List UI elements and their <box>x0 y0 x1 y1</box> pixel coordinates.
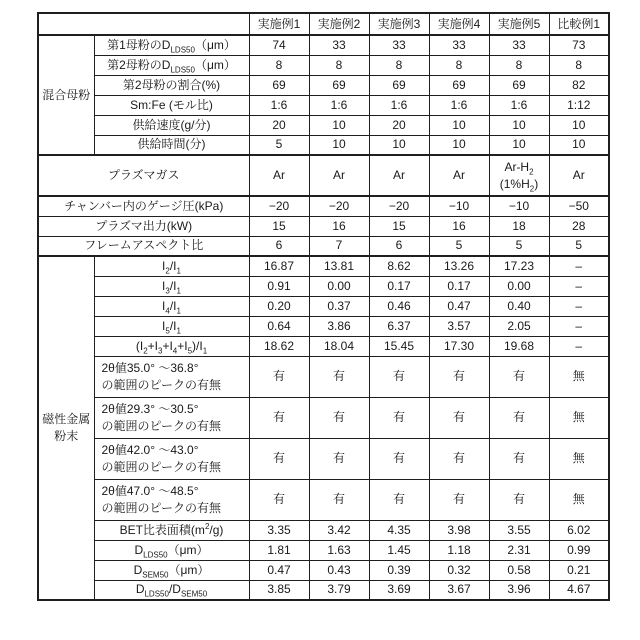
corner-cell <box>38 13 249 35</box>
value-cell: $Ar-H_2$ $(1\%H_2)$ <box>489 155 549 196</box>
table-row <box>38 35 609 55</box>
value-cell: 69 <box>369 75 429 95</box>
value-cell: 10 <box>489 115 549 135</box>
table-row <box>38 296 609 316</box>
experiment-results-table <box>37 12 610 601</box>
value-cell: 0.43 <box>309 560 369 580</box>
value-cell: Ar <box>249 155 309 196</box>
table-row <box>38 316 609 336</box>
value-cell: 有 <box>429 356 489 397</box>
value-cell: – <box>549 316 609 336</box>
table-row <box>38 560 609 580</box>
row-label: $I_5/I_1$ <box>94 316 249 336</box>
value-cell: 有 <box>429 438 489 479</box>
value-cell: 2.05 <box>489 316 549 336</box>
value-cell: 1:6 <box>429 95 489 115</box>
value-cell: 有 <box>489 356 549 397</box>
value-cell: 有 <box>369 397 429 438</box>
value-cell: 0.17 <box>369 276 429 296</box>
value-cell: 18.62 <box>249 336 309 356</box>
value-cell: 有 <box>309 479 369 520</box>
table-row <box>38 216 609 236</box>
row-label: Sm:Fe (モル比) <box>94 95 249 115</box>
value-cell: 2.31 <box>489 540 549 560</box>
value-cell: 3.67 <box>429 580 489 600</box>
value-cell: −50 <box>549 196 609 216</box>
value-cell: 8.62 <box>369 256 429 276</box>
value-cell: 1:6 <box>369 95 429 115</box>
value-cell: 0.64 <box>249 316 309 336</box>
row-label: 2θ値42.0° ～43.0° の範囲のピークの有無 <box>94 438 249 479</box>
value-cell: 有 <box>309 397 369 438</box>
table-row <box>38 356 609 397</box>
header-row <box>38 13 609 35</box>
group-cell: 磁性金属 粉末 <box>38 256 94 600</box>
table-row <box>38 236 609 256</box>
row-label: 2θ値47.0° ～48.5° の範囲のピークの有無 <box>94 479 249 520</box>
value-cell: 有 <box>489 479 549 520</box>
value-cell: 10 <box>309 135 369 155</box>
value-cell: 0.32 <box>429 560 489 580</box>
value-cell: 有 <box>489 438 549 479</box>
value-cell: 15 <box>369 216 429 236</box>
value-cell: 18.04 <box>309 336 369 356</box>
value-cell: 3.85 <box>249 580 309 600</box>
value-cell: 15 <box>249 216 309 236</box>
value-cell: 74 <box>249 35 309 55</box>
value-cell: 16 <box>429 216 489 236</box>
row-label: $D_{LDS50}(\mu m)$ <box>94 540 249 560</box>
value-cell: – <box>549 256 609 276</box>
value-cell: 無 <box>549 479 609 520</box>
value-cell: – <box>549 296 609 316</box>
row-label: 2θ値29.3° ～30.5° の範囲のピークの有無 <box>94 397 249 438</box>
value-cell: 3.57 <box>429 316 489 336</box>
value-cell: 5 <box>549 236 609 256</box>
table-row <box>38 55 609 75</box>
value-cell: 無 <box>549 438 609 479</box>
value-cell: 13.26 <box>429 256 489 276</box>
value-cell: 8 <box>429 55 489 75</box>
table-row <box>38 479 609 520</box>
value-cell: 3.79 <box>309 580 369 600</box>
value-cell: 1.45 <box>369 540 429 560</box>
value-cell: 0.47 <box>249 560 309 580</box>
value-cell: 16 <box>309 216 369 236</box>
value-cell: 有 <box>249 479 309 520</box>
value-cell: 10 <box>309 115 369 135</box>
value-cell: 0.37 <box>309 296 369 316</box>
value-cell: 1:12 <box>549 95 609 115</box>
value-cell: 69 <box>249 75 309 95</box>
value-cell: 16.87 <box>249 256 309 276</box>
value-cell: 0.40 <box>489 296 549 316</box>
row-label: BET比表面積$(m^2/g)$ <box>94 520 249 540</box>
value-cell: 有 <box>489 397 549 438</box>
table-row <box>38 397 609 438</box>
value-cell: 6.37 <box>369 316 429 336</box>
value-cell: 0.21 <box>549 560 609 580</box>
table-row <box>38 155 609 196</box>
value-cell: 20 <box>369 115 429 135</box>
value-cell: 1.18 <box>429 540 489 560</box>
row-label: 第1母粉の$D_{LDS50}(\mu m)$ <box>94 35 249 55</box>
row-label: $D_{SEM50}(\mu m)$ <box>94 560 249 580</box>
value-cell: 10 <box>489 135 549 155</box>
value-cell: 0.99 <box>549 540 609 560</box>
group-cell: 混合母粉 <box>38 35 94 155</box>
column-header-example5: 実施例5 <box>489 13 549 35</box>
value-cell: 4.67 <box>549 580 609 600</box>
row-label: 2θ値35.0° ～36.8° の範囲のピークの有無 <box>94 356 249 397</box>
value-cell: 3.69 <box>369 580 429 600</box>
column-header-example1: 実施例1 <box>249 13 309 35</box>
value-cell: 0.91 <box>249 276 309 296</box>
table-row <box>38 540 609 560</box>
value-cell: 5 <box>489 236 549 256</box>
value-cell: 0.17 <box>429 276 489 296</box>
table-row <box>38 115 609 135</box>
value-cell: 73 <box>549 35 609 55</box>
value-cell: −20 <box>249 196 309 216</box>
value-cell: 8 <box>309 55 369 75</box>
value-cell: 8 <box>369 55 429 75</box>
value-cell: 3.96 <box>489 580 549 600</box>
value-cell: 0.46 <box>369 296 429 316</box>
table-row <box>38 336 609 356</box>
column-header-comparative1: 比較例1 <box>549 13 609 35</box>
value-cell: 有 <box>249 397 309 438</box>
value-cell: 18 <box>489 216 549 236</box>
value-cell: 有 <box>309 356 369 397</box>
value-cell: 0.20 <box>249 296 309 316</box>
value-cell: 3.42 <box>309 520 369 540</box>
value-cell: 無 <box>549 397 609 438</box>
row-label: チャンバー内のゲージ圧(kPa) <box>38 196 249 216</box>
value-cell: 20 <box>249 115 309 135</box>
value-cell: 82 <box>549 75 609 95</box>
table-row <box>38 75 609 95</box>
value-cell: 4.35 <box>369 520 429 540</box>
row-label: プラズマガス <box>38 155 249 196</box>
row-label: 供給時間(分) <box>94 135 249 155</box>
value-cell: 8 <box>549 55 609 75</box>
value-cell: Ar <box>309 155 369 196</box>
row-label: $I_2/I_1$ <box>94 256 249 276</box>
table-row <box>38 520 609 540</box>
value-cell: 有 <box>429 397 489 438</box>
value-cell: 5 <box>249 135 309 155</box>
value-cell: 6.02 <box>549 520 609 540</box>
table-row <box>38 276 609 296</box>
value-cell: 7 <box>309 236 369 256</box>
value-cell: 10 <box>429 115 489 135</box>
row-label: 供給速度(g/分) <box>94 115 249 135</box>
value-cell: 3.35 <box>249 520 309 540</box>
value-cell: 15.45 <box>369 336 429 356</box>
table-row <box>38 135 609 155</box>
value-cell: 5 <box>429 236 489 256</box>
row-label: フレームアスペクト比 <box>38 236 249 256</box>
value-cell: 6 <box>249 236 309 256</box>
row-label: $I_4/I_1$ <box>94 296 249 316</box>
column-header-example2: 実施例2 <box>309 13 369 35</box>
value-cell: 28 <box>549 216 609 236</box>
table-body <box>38 35 609 600</box>
value-cell: 0.47 <box>429 296 489 316</box>
value-cell: – <box>549 336 609 356</box>
value-cell: 33 <box>429 35 489 55</box>
value-cell: Ar <box>429 155 489 196</box>
value-cell: 33 <box>309 35 369 55</box>
value-cell: Ar <box>369 155 429 196</box>
value-cell: 3.86 <box>309 316 369 336</box>
value-cell: −20 <box>369 196 429 216</box>
row-label: 第2母粉の$D_{LDS50}(\mu m)$ <box>94 55 249 75</box>
value-cell: 1:6 <box>309 95 369 115</box>
value-cell: 33 <box>369 35 429 55</box>
value-cell: 有 <box>249 438 309 479</box>
value-cell: 8 <box>249 55 309 75</box>
value-cell: 10 <box>429 135 489 155</box>
value-cell: 0.39 <box>369 560 429 580</box>
value-cell: 10 <box>369 135 429 155</box>
value-cell: 無 <box>549 356 609 397</box>
table-row <box>38 196 609 216</box>
value-cell: 8 <box>489 55 549 75</box>
value-cell: 13.81 <box>309 256 369 276</box>
table-row <box>38 438 609 479</box>
value-cell: 有 <box>369 438 429 479</box>
row-label: $(I_2+I_3+I_4+I_5)/I_1$ <box>94 336 249 356</box>
row-label: プラズマ出力(kW) <box>38 216 249 236</box>
value-cell: 69 <box>489 75 549 95</box>
value-cell: 1:6 <box>249 95 309 115</box>
value-cell: 有 <box>369 356 429 397</box>
value-cell: 69 <box>309 75 369 95</box>
value-cell: 3.55 <box>489 520 549 540</box>
value-cell: 1.81 <box>249 540 309 560</box>
value-cell: 10 <box>549 135 609 155</box>
value-cell: 69 <box>429 75 489 95</box>
value-cell: −10 <box>429 196 489 216</box>
value-cell: 1.63 <box>309 540 369 560</box>
table-row <box>38 256 609 276</box>
value-cell: 6 <box>369 236 429 256</box>
value-cell: 0.58 <box>489 560 549 580</box>
value-cell: 有 <box>249 356 309 397</box>
value-cell: 有 <box>309 438 369 479</box>
value-cell: 33 <box>489 35 549 55</box>
row-label: $D_{LDS50}/D_{SEM50}$ <box>94 580 249 600</box>
value-cell: 17.23 <box>489 256 549 276</box>
value-cell: – <box>549 276 609 296</box>
value-cell: 1:6 <box>489 95 549 115</box>
value-cell: −10 <box>489 196 549 216</box>
value-cell: 有 <box>429 479 489 520</box>
row-label: $I_3/I_1$ <box>94 276 249 296</box>
value-cell: 有 <box>369 479 429 520</box>
value-cell: 10 <box>549 115 609 135</box>
value-cell: 3.98 <box>429 520 489 540</box>
value-cell: Ar <box>549 155 609 196</box>
value-cell: 0.00 <box>489 276 549 296</box>
column-header-example3: 実施例3 <box>369 13 429 35</box>
row-label: 第2母粉の割合(%) <box>94 75 249 95</box>
value-cell: −20 <box>309 196 369 216</box>
table-row <box>38 580 609 600</box>
column-header-example4: 実施例4 <box>429 13 489 35</box>
value-cell: 0.00 <box>309 276 369 296</box>
value-cell: 19.68 <box>489 336 549 356</box>
value-cell: 17.30 <box>429 336 489 356</box>
table-row <box>38 95 609 115</box>
